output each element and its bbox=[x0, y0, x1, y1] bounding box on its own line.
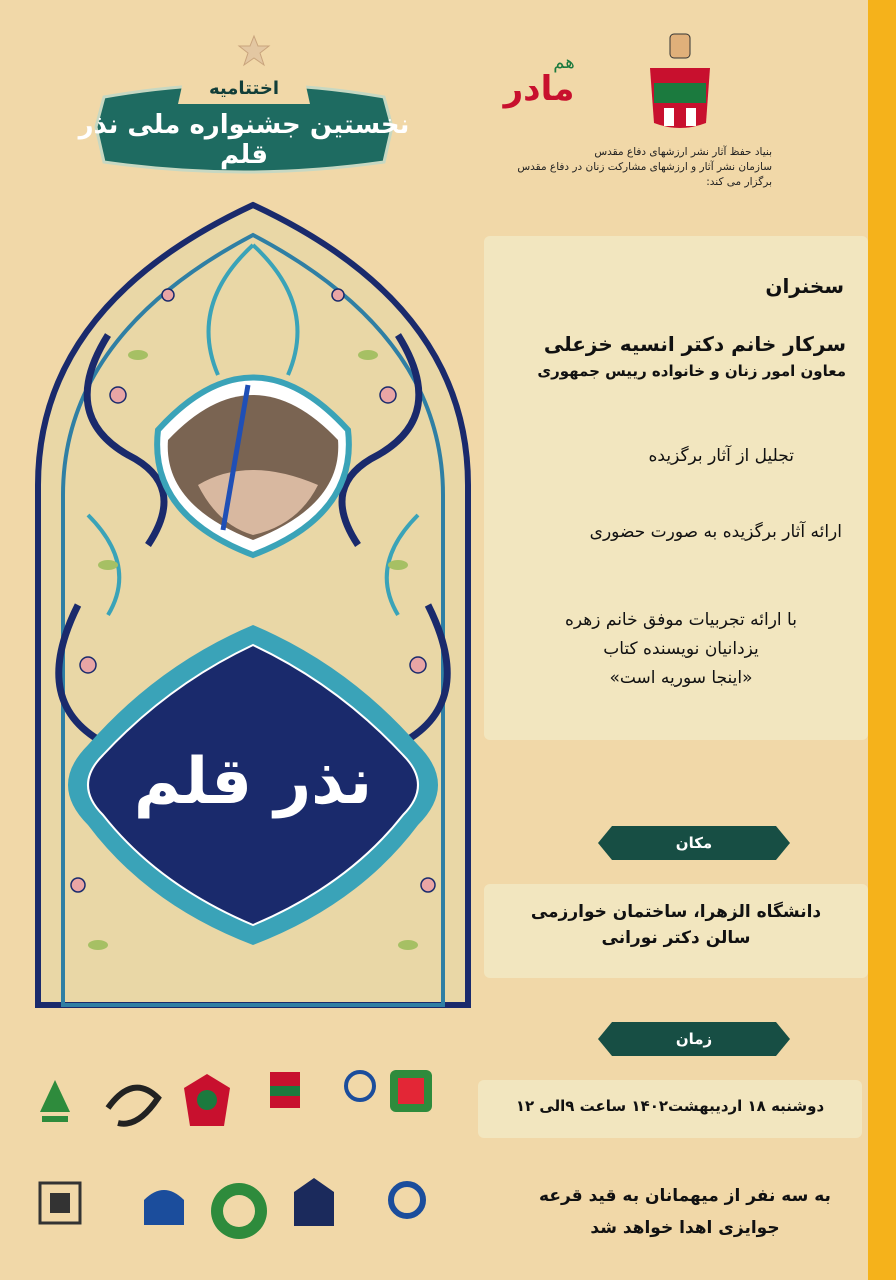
cultural-center-logo bbox=[98, 1068, 168, 1138]
organizer-line-1: بنیاد حفظ آثار نشر ارزشهای دفاع مقدس bbox=[594, 146, 772, 158]
ornamental-artwork bbox=[18, 185, 488, 1040]
program-panel bbox=[484, 236, 868, 740]
location-line-2: سالن دکتر نورانی bbox=[601, 928, 751, 948]
header-main-title: نخستین جشنواره ملی نذر قلم bbox=[78, 110, 410, 170]
defense-history-logo bbox=[262, 1066, 308, 1118]
red-crescent-logo bbox=[386, 1066, 436, 1126]
calligraphy-title: نذر قلم bbox=[133, 745, 373, 819]
resistance-mothers-logo bbox=[484, 40, 594, 125]
header-small-title: اختتامیه bbox=[208, 78, 279, 99]
rosette-logo bbox=[206, 1178, 272, 1244]
prize-line-1: به سه نفر از میهمانان به قید قرعه bbox=[539, 1186, 831, 1206]
prize-announcement bbox=[520, 1180, 850, 1244]
star-ornament-icon bbox=[236, 34, 272, 70]
speaker-role: معاون امور زنان و خانواده رییس جمهوری bbox=[537, 362, 846, 380]
basij-logo bbox=[172, 1068, 242, 1138]
program-item-1: تجلیل از آثار برگزیده bbox=[648, 446, 794, 466]
program-item-3-line-3: «اینجا سوریه است» bbox=[609, 668, 753, 688]
alzahra-university-logo bbox=[30, 1072, 80, 1132]
speakers-heading: سخنران bbox=[765, 274, 844, 298]
time-box bbox=[478, 1080, 862, 1138]
tile-ornament-illustration bbox=[18, 185, 488, 1040]
program-item-2: ارائه آثار برگزیده به صورت حضوری bbox=[589, 522, 842, 542]
svg-text:هم: هم bbox=[553, 52, 575, 73]
organizer-line-2: سازمان نشر آثار و ارزشهای مشارکت زنان در دفاع مقدس bbox=[517, 161, 772, 173]
right-accent-bar bbox=[868, 0, 896, 1280]
islamic-women-logo bbox=[372, 1178, 442, 1238]
organizers-text bbox=[352, 145, 772, 190]
womens-affairs-logo bbox=[340, 1066, 380, 1106]
program-item-3-line-1: با ارائه تجربیات موفق خانم زهره bbox=[565, 610, 797, 630]
location-label: مکان bbox=[612, 826, 776, 860]
organizer-line-3: برگزار می کند: bbox=[706, 176, 772, 188]
prize-line-2: جوایزی اهدا خواهد شد bbox=[590, 1218, 780, 1238]
program-item-3 bbox=[516, 606, 846, 693]
speaker-name: سرکار خانم دکتر انسیه خزعلی bbox=[543, 332, 846, 356]
time-label: زمان bbox=[612, 1022, 776, 1056]
location-box bbox=[484, 884, 868, 978]
management-school-logo bbox=[284, 1174, 344, 1244]
time-value: دوشنبه ۱۸ اردیبهشت۱۴۰۲ ساعت ۹الی ۱۲ bbox=[515, 1097, 825, 1115]
women-assembly-logo bbox=[26, 1175, 96, 1245]
program-item-3-line-2: یزدانیان نویسنده کتاب bbox=[603, 639, 759, 659]
location-line-1: دانشگاه الزهرا، ساختمان خوارزمی bbox=[530, 902, 822, 922]
foundation-logo bbox=[640, 28, 720, 138]
svg-text:مادر: مادر bbox=[503, 69, 575, 109]
media-logo bbox=[134, 1180, 194, 1240]
